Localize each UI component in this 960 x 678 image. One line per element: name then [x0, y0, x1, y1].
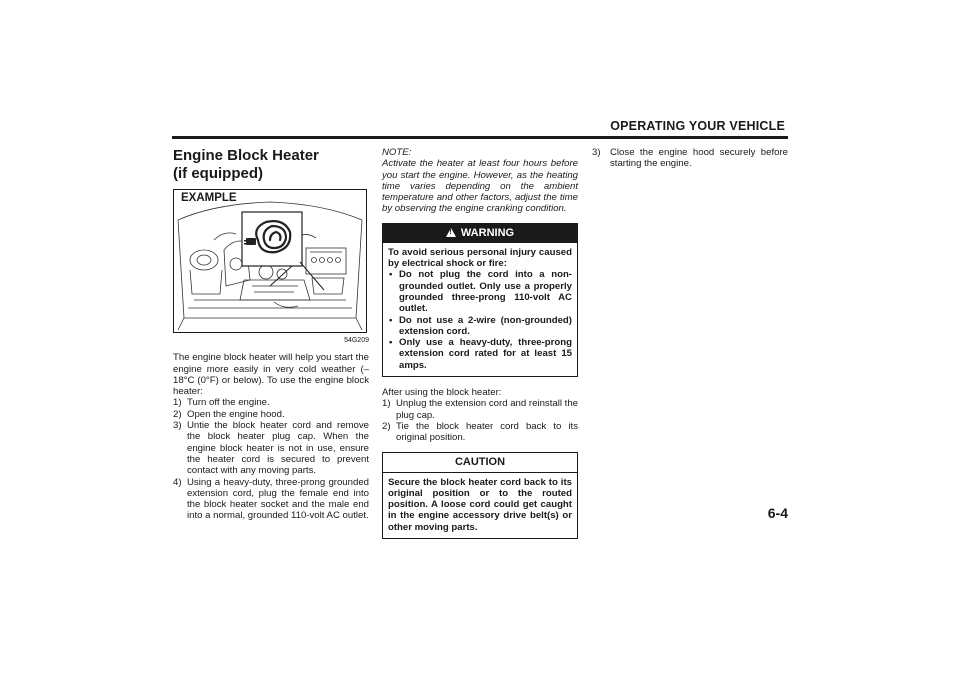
warning-box	[382, 223, 578, 377]
note-body: Activate the heater at least four hours before you start the engine. However, as the heating time varies depending on the ambient temperature and other factors, adjust the time by observing the engine cranking condition.	[382, 158, 578, 215]
list-item: 1) Turn off the engine.	[173, 397, 270, 409]
section-title-line1: Engine Block Heater	[173, 147, 319, 164]
figure-label: EXAMPLE	[181, 192, 237, 204]
list-item: 2) Open the engine hood.	[173, 408, 285, 420]
section-title	[173, 147, 369, 182]
engine-bay-illustration	[173, 189, 367, 333]
warning-intro: To avoid serious personal injury caused by electrical shock or fire:	[388, 246, 572, 270]
steps-list	[173, 397, 369, 521]
list-item: 2) Tie the block heater cord back to its original position.	[382, 420, 578, 444]
list-item: 3) Untie the block heater cord and remove the block heater plug cap. When the engine block heater is not in use, ensure the heater cord is secured to prevent contact with any moving parts.	[173, 420, 369, 477]
list-item: • Do not plug the cord into a non-grounded outlet. Only use a properly grounded three-prong 110-volt AC outlet.	[388, 269, 572, 314]
section-title-line2: (if equipped)	[173, 164, 263, 182]
caution-box	[382, 452, 578, 539]
warning-header	[383, 224, 577, 243]
page-number: 6-4	[767, 505, 788, 521]
header-rule	[172, 136, 788, 139]
column-1	[173, 147, 369, 522]
warning-body	[383, 243, 577, 376]
list-item: • Only use a heavy-duty, three-prong extension cord rated for at least 15 amps.	[388, 337, 572, 371]
caution-body: Secure the block heater cord back to its original position or to the routed position. A loose cord could get caught in the engine accessory drive belt(s) or other moving parts.	[388, 476, 572, 533]
warning-list	[388, 269, 572, 371]
warning-title: WARNING	[460, 226, 515, 239]
running-header: OPERATING YOUR VEHICLE	[610, 119, 785, 133]
warning-triangle-icon	[446, 228, 456, 237]
final-steps-list	[592, 147, 788, 170]
after-intro: After using the block heater:	[382, 387, 502, 399]
column-2	[382, 147, 578, 547]
caution-header: CAUTION	[383, 453, 577, 473]
intro-paragraph: The engine block heater will help you start the engine more easily in very cold weather (–18°C (0°F) or below). To use the engine block heater:	[173, 352, 369, 398]
list-item: 3) Close the engine hood securely before starting the engine.	[592, 147, 788, 170]
list-item: • Do not use a 2-wire (non-grounded) extension cord.	[388, 315, 572, 338]
figure-code: 54G209	[344, 337, 369, 344]
note-heading: NOTE:	[382, 147, 412, 158]
list-item: 4) Using a heavy-duty, three-prong grounded extension cord, plug the female end into the block heater socket and the male end into a normal, grounded 110-volt AC outlet.	[173, 476, 369, 522]
after-steps-list	[382, 398, 578, 443]
column-3	[592, 147, 788, 170]
list-item: 1) Unplug the extension cord and reinstall the plug cap.	[382, 398, 578, 421]
engine-bay-drawing	[174, 190, 366, 332]
